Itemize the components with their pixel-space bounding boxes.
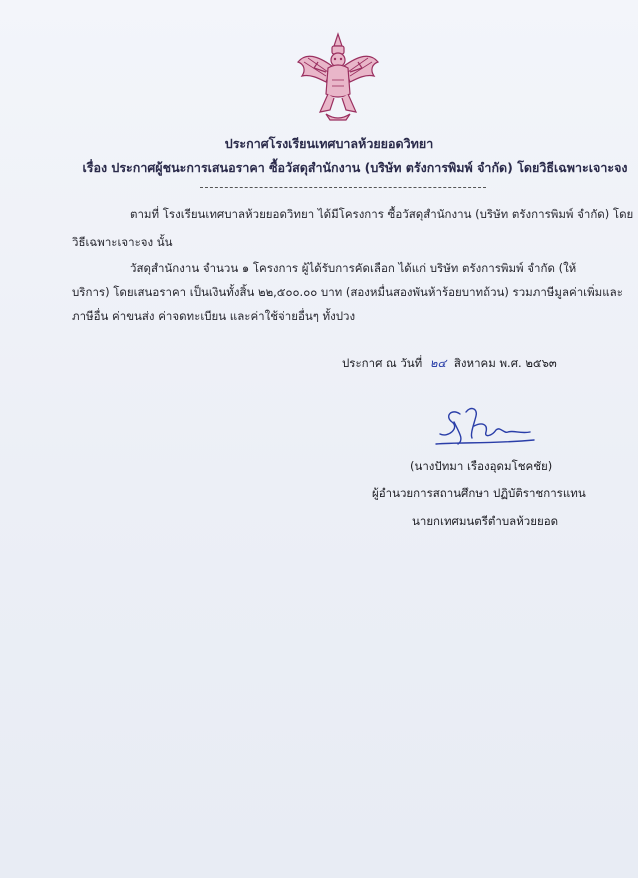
paragraph-2-line-2: บริการ) โดยเสนอราคา เป็นเงินทั้งสิ้น ๒๒,๕๐๐.๐๐ บาท (สองหมื่นสองพันห้าร้อยบาทถ้วน) รวมภาษีมูลค่าเพิ่มและ [72,285,623,299]
signer-position-2: นายกเทศมนตรีตำบลห้วยยอด [412,514,559,528]
garuda-emblem-icon [296,32,380,124]
announcement-title: ประกาศโรงเรียนเทศบาลห้วยยอดวิทยา [224,136,434,151]
signature-icon [430,404,540,454]
signer-position: ผู้อำนวยการสถานศึกษา ปฏิบัติราชการแทน [372,486,586,500]
date-prefix: ประกาศ ณ วันที่ [342,356,423,370]
announcement-subject: เรื่อง ประกาศผู้ชนะการเสนอราคา ซื้อวัสดุสำนักงาน (บริษัท ตรังการพิมพ์ จำกัด) โดยวิธีเฉพาะเจาะจง [82,160,628,175]
announcement-date [342,353,557,373]
date-day-handwritten: ๒๔ [429,356,447,370]
paragraph-2-line-3: ภาษีอื่น ค่าขนส่ง ค่าจดทะเบียน และค่าใช้จ่ายอื่นๆ ทั้งปวง [72,309,356,323]
paragraph-1-line-2: วิธีเฉพาะเจาะจง นั้น [72,235,173,249]
paragraph-2-line-1: วัสดุสำนักงาน จำนวน ๑ โครงการ ผู้ได้รับการคัดเลือก ได้แก่ บริษัท ตรังการพิมพ์ จำกัด (ให้ [130,261,577,275]
paragraph-1-line-1: ตามที่ โรงเรียนเทศบาลห้วยยอดวิทยา ได้มีโครงการ ซื้อวัสดุสำนักงาน (บริษัท ตรังการพิมพ์ จำกัด) โดย [130,207,634,221]
date-suffix: สิงหาคม พ.ศ. ๒๕๖๓ [453,356,557,370]
divider [200,187,486,188]
signer-name: (นางปัทมา เรืองอุดมโชคชัย) [410,459,553,473]
